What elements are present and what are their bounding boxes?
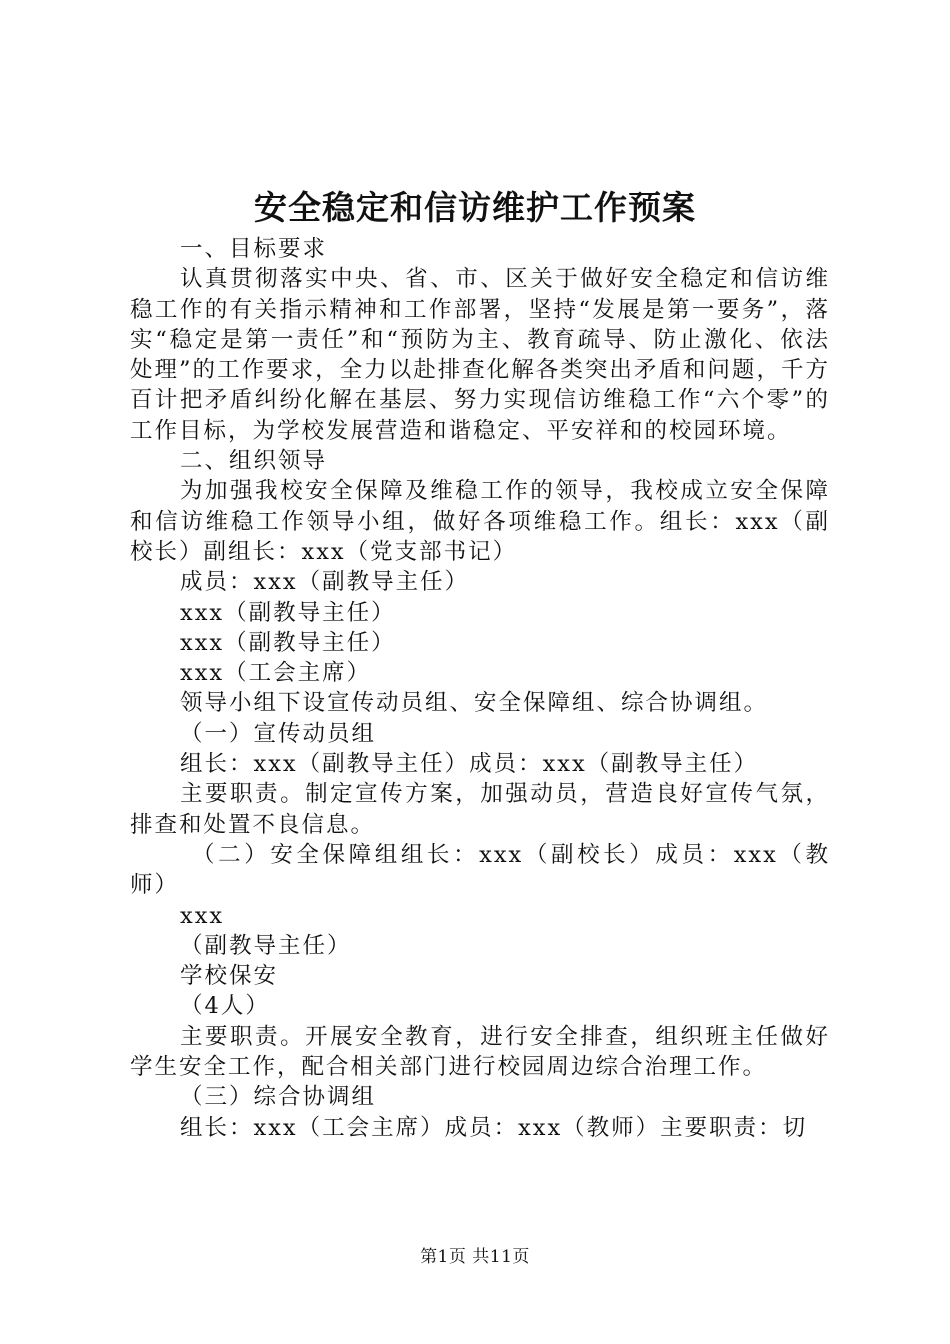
subsection-heading-security: （二）安全保障组组长：xxx（副校长）成员：xxx（教师） <box>130 841 830 899</box>
subsection-heading-publicity: （一）宣传动员组 <box>180 720 377 747</box>
paragraph-publicity-duties: 主要职责。制定宣传方案，加强动员，营造良好宣传气氛，排查和处置不良信息。 <box>130 781 830 838</box>
paragraph-coordination-members: 组长：xxx（工会主席）成员：xxx（教师）主要职责：切 <box>180 1114 808 1141</box>
section-heading-organization: 二、组织领导 <box>180 448 328 475</box>
paragraph-subgroups: 领导小组下设宣传动员组、安全保障组、综合协调组。 <box>180 690 769 717</box>
page-number: 第1页 共11页 <box>420 1247 530 1267</box>
subsection-heading-coordination: （三）综合协调组 <box>180 1084 377 1111</box>
member-line: （4人） <box>180 993 270 1020</box>
member-line: xxx（副教导主任） <box>180 599 396 626</box>
paragraph-goals: 认真贯彻落实中央、省、市、区关于做好安全稳定和信访维稳工作的有关指示精神和工作部署，坚持“发展是第一要务”，落实“稳定是第一责任”和“预防为主、教育疏导、防止激化、依法处理”的工作要求，全力以赴排查化解各类突出矛盾和问题，千方百计把矛盾纠纷化解在基层、努力实现信访维稳工作“六个零”的工作目标，为学校发展营造和谐稳定、平安祥和的校园环境。 <box>130 266 830 444</box>
paragraph-publicity-members: 组长：xxx（副教导主任）成员：xxx（副教导主任） <box>180 751 759 778</box>
member-line: 成员：xxx（副教导主任） <box>180 569 470 596</box>
paragraph-security-duties: 主要职责。开展安全教育，进行安全排查，组织班主任做好学生安全工作，配合相关部门进行校园周边综合治理工作。 <box>130 1023 830 1081</box>
section-heading-goals: 一、目标要求 <box>180 236 328 262</box>
member-line: 学校保安 <box>180 963 279 990</box>
member-line: xxx <box>180 902 225 929</box>
member-line: xxx（工会主席） <box>180 660 372 687</box>
paragraph-organization: 为加强我校安全保障及维稳工作的领导，我校成立安全保障和信访维稳工作领导小组，做好各项维稳工作。组长：xxx（副校长）副组长：xxx（党支部书记） <box>130 478 830 565</box>
document-title: 安全稳定和信访维护工作预案 <box>254 188 696 227</box>
member-line: xxx（副教导主任） <box>180 629 396 656</box>
member-line: （副教导主任） <box>180 932 352 959</box>
document-body <box>130 234 830 1143</box>
